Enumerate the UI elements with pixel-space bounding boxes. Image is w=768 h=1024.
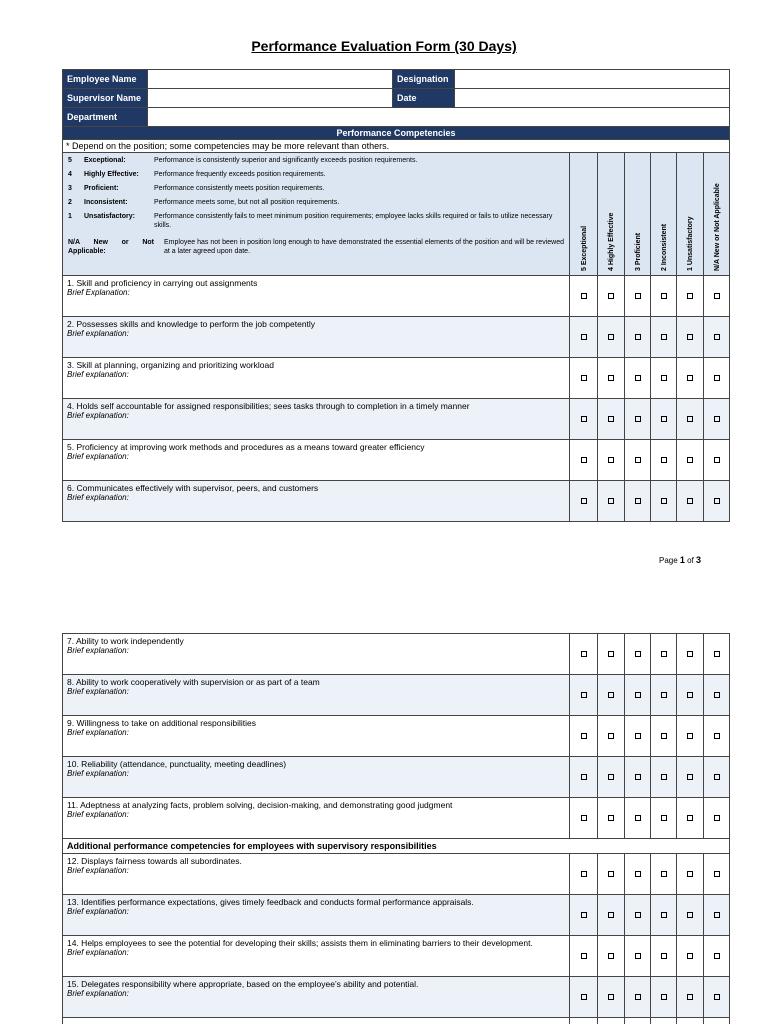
rating-cell: [570, 757, 598, 798]
rating-checkbox[interactable]: [687, 774, 693, 780]
legend-row: [68, 184, 564, 193]
rating-checkbox[interactable]: [581, 651, 587, 657]
section-note: * Depend on the position; some competencies may be more relevant than others.: [63, 140, 730, 153]
competency-cell: [63, 399, 570, 440]
competency-title: 14. Helps employees to see the potential for developing their skills; assists them in eliminating barriers to their development.: [67, 938, 533, 948]
col-header-3: [625, 153, 651, 276]
competency-row-partial: [63, 1018, 570, 1024]
rating-cell: [677, 481, 704, 522]
rating-checkbox[interactable]: [661, 375, 667, 381]
legend-na-term: N/A New or Not Applicable:: [68, 239, 154, 255]
rating-cell: [570, 317, 598, 358]
rating-checkbox[interactable]: [687, 912, 693, 918]
rating-checkbox[interactable]: [608, 334, 614, 340]
rating-checkbox[interactable]: [714, 416, 720, 422]
supervisor-name-field[interactable]: [148, 89, 393, 108]
rating-cell: [677, 895, 704, 936]
designation-label: Designation: [393, 70, 455, 89]
competency-cell: [63, 634, 570, 675]
col-header-4: [598, 153, 625, 276]
rating-cell: [651, 317, 677, 358]
rating-checkbox[interactable]: [635, 815, 641, 821]
legend-term: Highly Effective:: [84, 171, 139, 178]
form-title: Performance Evaluation Form (30 Days): [251, 38, 517, 54]
rating-checkbox[interactable]: [661, 871, 667, 877]
rating-cell: [651, 936, 677, 977]
rating-checkbox[interactable]: [635, 733, 641, 739]
rating-checkbox[interactable]: [635, 994, 641, 1000]
competency-row: [63, 634, 730, 675]
rating-checkbox[interactable]: [635, 953, 641, 959]
rating-cell: [677, 634, 704, 675]
rating-checkbox[interactable]: [581, 994, 587, 1000]
legend-num: 4: [68, 171, 72, 178]
competency-title: 3. Skill at planning, organizing and prioritizing workload: [67, 360, 274, 370]
rating-checkbox[interactable]: [661, 692, 667, 698]
competency-cell: [63, 854, 570, 895]
supervisory-heading: Additional performance competencies for employees with supervisory responsibilities: [63, 839, 730, 854]
employee-name-label: Employee Name: [63, 70, 148, 89]
rating-cell: [651, 977, 677, 1018]
rating-cell: [651, 634, 677, 675]
rating-checkbox[interactable]: [687, 457, 693, 463]
rating-cell: [570, 936, 598, 977]
rating-checkbox[interactable]: [581, 953, 587, 959]
rating-cell: [651, 716, 677, 757]
department-label: Department: [63, 108, 148, 127]
rating-checkbox[interactable]: [714, 457, 720, 463]
rating-cell: [598, 757, 625, 798]
rating-cell: [598, 358, 625, 399]
competency-row: [63, 757, 730, 798]
rating-cell: [570, 895, 598, 936]
competency-row: [63, 977, 730, 1018]
rating-checkbox[interactable]: [581, 774, 587, 780]
rating-cell: [704, 977, 730, 1018]
section-title: Performance Competencies: [63, 127, 730, 140]
rating-cell: [651, 276, 677, 317]
rating-cell: [677, 399, 704, 440]
rating-checkbox[interactable]: [608, 498, 614, 504]
col-header-label: N/A New or Not Applicable: [713, 183, 721, 271]
rating-checkbox[interactable]: [635, 912, 641, 918]
legend-desc: Performance consistently fails to meet minimum position requirements; employee lacks skills required or fails to utilize necessary skills.: [154, 213, 553, 229]
rating-checkbox[interactable]: [661, 994, 667, 1000]
rating-cell: [570, 276, 598, 317]
rating-cell: [598, 936, 625, 977]
rating-cell: [570, 716, 598, 757]
rating-cell: [704, 936, 730, 977]
legend-term: Inconsistent:: [84, 199, 128, 206]
rating-checkbox[interactable]: [581, 692, 587, 698]
rating-checkbox[interactable]: [608, 912, 614, 918]
page-total: 3: [696, 555, 702, 565]
rating-checkbox[interactable]: [608, 953, 614, 959]
rating-cell: [677, 440, 704, 481]
rating-cell: [598, 317, 625, 358]
competency-cell: [63, 440, 570, 481]
rating-cell: [651, 481, 677, 522]
brief-explanation-label: Brief Explanation:: [67, 288, 130, 297]
rating-cell: [598, 895, 625, 936]
rating-cell: [570, 854, 598, 895]
legend-desc: Performance is consistently superior and significantly exceeds position requirements.: [154, 157, 418, 164]
rating-checkbox[interactable]: [635, 334, 641, 340]
rating-checkbox[interactable]: [687, 692, 693, 698]
rating-cell: [704, 716, 730, 757]
employee-name-field[interactable]: [148, 70, 393, 89]
rating-cell: [704, 399, 730, 440]
rating-cell: [625, 716, 651, 757]
rating-cell: [651, 895, 677, 936]
legend-row: [68, 170, 564, 179]
page-current: 1: [679, 555, 685, 565]
rating-checkbox[interactable]: [687, 994, 693, 1000]
legend-num: 3: [68, 185, 72, 192]
competency-cell: [63, 358, 570, 399]
rating-cell: [570, 358, 598, 399]
rating-checkbox[interactable]: [608, 651, 614, 657]
rating-checkbox[interactable]: [581, 334, 587, 340]
rating-checkbox[interactable]: [714, 334, 720, 340]
rating-checkbox[interactable]: [714, 651, 720, 657]
legend-desc: Performance frequently exceeds position requirements.: [154, 171, 326, 178]
competency-title: 13. Identifies performance expectations, gives timely feedback and conducts formal performance appraisals.: [67, 897, 474, 907]
rating-cell: [598, 634, 625, 675]
brief-explanation-label: Brief explanation:: [67, 728, 129, 737]
competency-cell: [63, 276, 570, 317]
rating-cell: [625, 481, 651, 522]
brief-explanation-label: Brief explanation:: [67, 411, 129, 420]
col-header-label: 4 Highly Effective: [608, 212, 615, 271]
competency-title: 1. Skill and proficiency in carrying out assignments: [67, 278, 258, 288]
brief-explanation-label: Brief explanation:: [67, 810, 129, 819]
rating-checkbox[interactable]: [661, 457, 667, 463]
rating-checkbox[interactable]: [635, 375, 641, 381]
rating-cell: [677, 798, 704, 839]
rating-checkbox[interactable]: [687, 815, 693, 821]
competency-cell: [63, 936, 570, 977]
rating-cell: [704, 854, 730, 895]
page-number: [659, 555, 701, 565]
rating-checkbox[interactable]: [608, 375, 614, 381]
rating-checkbox[interactable]: [687, 416, 693, 422]
rating-cell: [570, 798, 598, 839]
brief-explanation-label: Brief explanation:: [67, 907, 129, 916]
rating-cell: [570, 399, 598, 440]
competency-cell: [63, 716, 570, 757]
rating-checkbox[interactable]: [661, 953, 667, 959]
rating-checkbox[interactable]: [714, 871, 720, 877]
competency-title: 7. Ability to work independently: [67, 636, 184, 646]
competency-row: [63, 399, 730, 440]
rating-cell: [625, 440, 651, 481]
rating-cell: [625, 798, 651, 839]
rating-cell: [704, 634, 730, 675]
competency-cell: [63, 977, 570, 1018]
supervisor-name-label: Supervisor Name: [63, 89, 148, 108]
rating-cell: [570, 977, 598, 1018]
competency-row: [63, 798, 730, 839]
competencies-table-page-2: [62, 633, 730, 1024]
col-header-5: [570, 153, 598, 276]
legend-term: Unsatisfactory:: [84, 213, 135, 220]
rating-cell: [704, 675, 730, 716]
legend-row: [68, 212, 564, 230]
rating-checkbox[interactable]: [608, 733, 614, 739]
legend-row: [68, 156, 564, 165]
rating-cell: [677, 358, 704, 399]
rating-checkbox[interactable]: [581, 416, 587, 422]
rating-cell: [625, 757, 651, 798]
rating-cell: [651, 854, 677, 895]
designation-field[interactable]: [455, 70, 730, 89]
rating-checkbox[interactable]: [714, 375, 720, 381]
rating-cell: [625, 895, 651, 936]
rating-cell: [570, 481, 598, 522]
competency-cell: [63, 317, 570, 358]
competency-title: 5. Proficiency at improving work methods and procedures as a means toward greater efficiency: [67, 442, 425, 452]
rating-cell: [625, 977, 651, 1018]
rating-cell: [625, 399, 651, 440]
competency-title: 12. Displays fairness towards all subordinates.: [67, 856, 242, 866]
rating-cell: [704, 317, 730, 358]
rating-cell: [704, 481, 730, 522]
rating-checkbox[interactable]: [687, 293, 693, 299]
rating-cell: [651, 757, 677, 798]
legend-na-row: [68, 238, 564, 256]
rating-checkbox[interactable]: [608, 994, 614, 1000]
rating-cell: [704, 276, 730, 317]
brief-explanation-label: Brief explanation:: [67, 329, 129, 338]
legend-num: 1: [68, 213, 72, 220]
competency-cell: [63, 481, 570, 522]
brief-explanation-label: Brief explanation:: [67, 948, 129, 957]
competency-cell: [63, 757, 570, 798]
rating-checkbox[interactable]: [581, 912, 587, 918]
date-label: Date: [393, 89, 455, 108]
rating-cell: [625, 634, 651, 675]
rating-checkbox[interactable]: [714, 912, 720, 918]
rating-checkbox[interactable]: [714, 498, 720, 504]
brief-explanation-label: Brief explanation:: [67, 493, 129, 502]
rating-cell: [677, 716, 704, 757]
rating-checkbox[interactable]: [581, 293, 587, 299]
brief-explanation-label: Brief explanation:: [67, 769, 129, 778]
rating-checkbox[interactable]: [581, 815, 587, 821]
rating-checkbox[interactable]: [608, 774, 614, 780]
department-field[interactable]: [148, 108, 730, 127]
rating-checkbox[interactable]: [635, 774, 641, 780]
competency-row: [63, 936, 730, 977]
rating-checkbox[interactable]: [661, 334, 667, 340]
rating-cell: [598, 276, 625, 317]
rating-cell: [704, 440, 730, 481]
rating-checkbox[interactable]: [661, 733, 667, 739]
rating-cell: [625, 358, 651, 399]
competency-row: [63, 675, 730, 716]
rating-checkbox[interactable]: [661, 815, 667, 821]
rating-checkbox[interactable]: [714, 293, 720, 299]
rating-checkbox[interactable]: [635, 871, 641, 877]
legend-num: 5: [68, 157, 72, 164]
rating-checkbox[interactable]: [661, 774, 667, 780]
rating-checkbox[interactable]: [661, 293, 667, 299]
brief-explanation-label: Brief explanation:: [67, 452, 129, 461]
rating-cell: [677, 675, 704, 716]
competency-title: 8. Ability to work cooperatively with supervision or as part of a team: [67, 677, 320, 687]
brief-explanation-label: Brief explanation:: [67, 989, 129, 998]
competency-row: [63, 440, 730, 481]
legend-na-desc: Employee has not been in position long enough to have demonstrated the essential elements of the position and will be reviewed at a later agreed upon date.: [164, 239, 564, 255]
col-header-na: [704, 153, 730, 276]
rating-checkbox[interactable]: [581, 457, 587, 463]
competency-row: [63, 716, 730, 757]
rating-cell: [677, 936, 704, 977]
rating-checkbox[interactable]: [687, 871, 693, 877]
rating-cell: [570, 634, 598, 675]
rating-checkbox[interactable]: [635, 692, 641, 698]
competency-cell: [63, 798, 570, 839]
rating-checkbox[interactable]: [608, 416, 614, 422]
rating-checkbox[interactable]: [581, 498, 587, 504]
rating-checkbox[interactable]: [714, 953, 720, 959]
rating-checkbox[interactable]: [687, 651, 693, 657]
rating-cell: [677, 977, 704, 1018]
col-header-1: [677, 153, 704, 276]
rating-checkbox[interactable]: [581, 375, 587, 381]
rating-cell: [598, 440, 625, 481]
rating-cell: [570, 440, 598, 481]
col-header-label: 1 Unsatisfactory: [687, 216, 694, 271]
rating-checkbox[interactable]: [661, 651, 667, 657]
rating-cell: [704, 358, 730, 399]
rating-cell: [677, 317, 704, 358]
rating-checkbox[interactable]: [581, 733, 587, 739]
rating-checkbox[interactable]: [687, 733, 693, 739]
competency-row: [63, 276, 730, 317]
legend-desc: Performance meets some, but not all position requirements.: [154, 199, 340, 206]
competency-cell: [63, 675, 570, 716]
competency-title: 6. Communicates effectively with supervisor, peers, and customers: [67, 483, 319, 493]
rating-checkbox[interactable]: [608, 815, 614, 821]
legend-term: Proficient:: [84, 185, 119, 192]
rating-cell: [598, 716, 625, 757]
legend-row: [68, 198, 564, 207]
rating-legend: [63, 153, 570, 276]
rating-checkbox[interactable]: [635, 293, 641, 299]
rating-cell: [704, 798, 730, 839]
rating-checkbox[interactable]: [635, 498, 641, 504]
competency-row: [63, 358, 730, 399]
competency-title: 9. Willingness to take on additional responsibilities: [67, 718, 256, 728]
rating-cell: [651, 798, 677, 839]
competency-title: 2. Possesses skills and knowledge to perform the job competently: [67, 319, 316, 329]
rating-checkbox[interactable]: [714, 774, 720, 780]
rating-cell: [677, 276, 704, 317]
brief-explanation-label: Brief explanation:: [67, 687, 129, 696]
rating-cell: [677, 854, 704, 895]
competency-row: [63, 854, 730, 895]
rating-cell: [625, 317, 651, 358]
competency-row: [63, 317, 730, 358]
brief-explanation-label: Brief explanation:: [67, 370, 129, 379]
rating-checkbox[interactable]: [608, 692, 614, 698]
rating-checkbox[interactable]: [661, 912, 667, 918]
rating-cell: [598, 854, 625, 895]
rating-checkbox[interactable]: [608, 457, 614, 463]
rating-cell: [704, 757, 730, 798]
rating-cell: [651, 399, 677, 440]
rating-cell: [625, 276, 651, 317]
rating-cell: [651, 675, 677, 716]
rating-cell: [625, 936, 651, 977]
rating-checkbox[interactable]: [581, 871, 587, 877]
competencies-table-page-1: [62, 126, 730, 522]
rating-checkbox[interactable]: [661, 498, 667, 504]
rating-cell: [598, 977, 625, 1018]
competency-row: [63, 895, 730, 936]
rating-cell: [598, 798, 625, 839]
rating-cell: [598, 399, 625, 440]
col-header-label: 2 Inconsistent: [660, 223, 668, 271]
rating-checkbox[interactable]: [608, 871, 614, 877]
legend-num: 2: [68, 199, 72, 206]
rating-cell: [651, 440, 677, 481]
rating-checkbox[interactable]: [714, 815, 720, 821]
rating-cell: [625, 854, 651, 895]
rating-checkbox[interactable]: [608, 293, 614, 299]
rating-checkbox[interactable]: [687, 375, 693, 381]
legend-desc: Performance consistently meets position requirements.: [154, 185, 325, 192]
legend-term: Exceptional:: [84, 157, 126, 164]
rating-cell: [625, 675, 651, 716]
rating-checkbox[interactable]: [635, 416, 641, 422]
page-prefix: Page: [659, 556, 680, 565]
employee-info-table: [62, 69, 730, 127]
col-header-label: 3 Proficient: [634, 232, 642, 271]
rating-cell: [598, 675, 625, 716]
competency-title: 10. Reliability (attendance, punctuality, meeting deadlines): [67, 759, 287, 769]
competency-title: 4. Holds self accountable for assigned responsibilities; sees tasks through to completion in a timely manner: [67, 401, 470, 411]
competency-row: [63, 481, 730, 522]
rating-checkbox[interactable]: [635, 651, 641, 657]
rating-checkbox[interactable]: [687, 953, 693, 959]
rating-checkbox[interactable]: [687, 498, 693, 504]
page-of: of: [684, 556, 697, 565]
rating-cell: [651, 358, 677, 399]
rating-checkbox[interactable]: [687, 334, 693, 340]
rating-checkbox[interactable]: [714, 733, 720, 739]
competency-title: 15. Delegates responsibility where appropriate, based on the employee’s ability and potential.: [67, 979, 419, 989]
rating-checkbox[interactable]: [714, 994, 720, 1000]
date-field[interactable]: [455, 89, 730, 108]
competency-cell: [63, 895, 570, 936]
competency-title: 11. Adeptness at analyzing facts, problem solving, decision-making, and demonstrating good judgment: [67, 800, 453, 810]
brief-explanation-label: Brief explanation:: [67, 646, 129, 655]
rating-cell: [598, 481, 625, 522]
rating-checkbox[interactable]: [714, 692, 720, 698]
rating-checkbox[interactable]: [661, 416, 667, 422]
rating-checkbox[interactable]: [635, 457, 641, 463]
rating-cell: [677, 757, 704, 798]
rating-cell: [704, 895, 730, 936]
rating-cell: [570, 675, 598, 716]
brief-explanation-label: Brief explanation:: [67, 866, 129, 875]
col-header-label: 5 Exceptional: [580, 225, 588, 271]
col-header-2: [651, 153, 677, 276]
